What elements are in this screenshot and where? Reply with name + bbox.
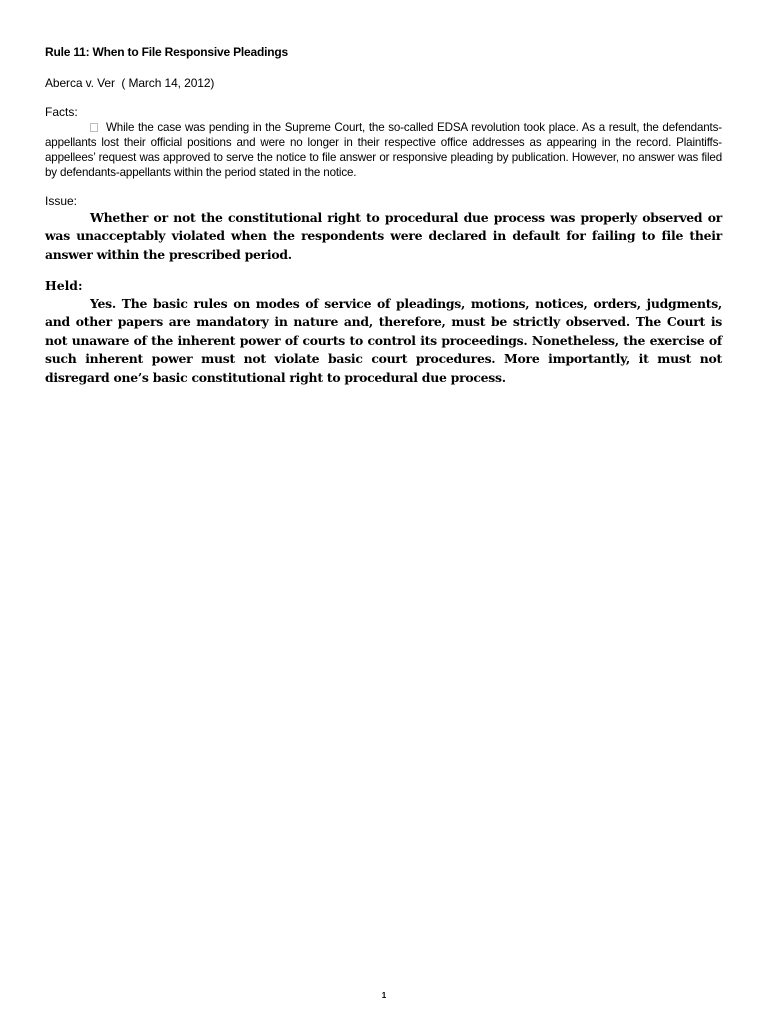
facts-paragraph xyxy=(45,120,722,180)
document-body xyxy=(45,44,722,399)
held-paragraph: Yes. The basic rules on modes of service of pleadings, motions, notices, orders, judgments, and other papers are mandatory in nature and, therefore, must be strictly observed. The Court is not unaware of the inherent power of courts to control its proceedings. Nonetheless, the exercise of such inherent power must not violate basic court procedures. More importantly, it must not disregard one’s basic constitutional right to procedural due process. xyxy=(45,296,722,385)
facts-text: While the case was pending in the Supreme Court, the so-called EDSA revolution took place. As a result, the defendants-appellants lost their official positions and were no longer in their respective office addresses as appearing in the record. Plaintiffs-appellees’ request was approved to serve the notice to file answer or responsive pleading by publication. However, no answer was filed by defendants-appellants within the period stated in the notice. xyxy=(45,121,722,179)
document-title: Rule 11: When to File Responsive Pleadings xyxy=(45,45,288,59)
issue-paragraph: Whether or not the constitutional right to procedural due process was properly observed or was unacceptably violated when the respondents were declared in default for failing to file their answer within the prescribed period. xyxy=(45,210,722,262)
bullet-icon xyxy=(90,123,98,132)
page-number: 1 xyxy=(381,991,387,1000)
case-citation: Aberca v. Ver ( March 14, 2012) xyxy=(45,76,215,90)
facts-label: Facts: xyxy=(45,105,78,119)
held-label: Held: xyxy=(45,277,83,293)
issue-label: Issue: xyxy=(45,194,78,208)
